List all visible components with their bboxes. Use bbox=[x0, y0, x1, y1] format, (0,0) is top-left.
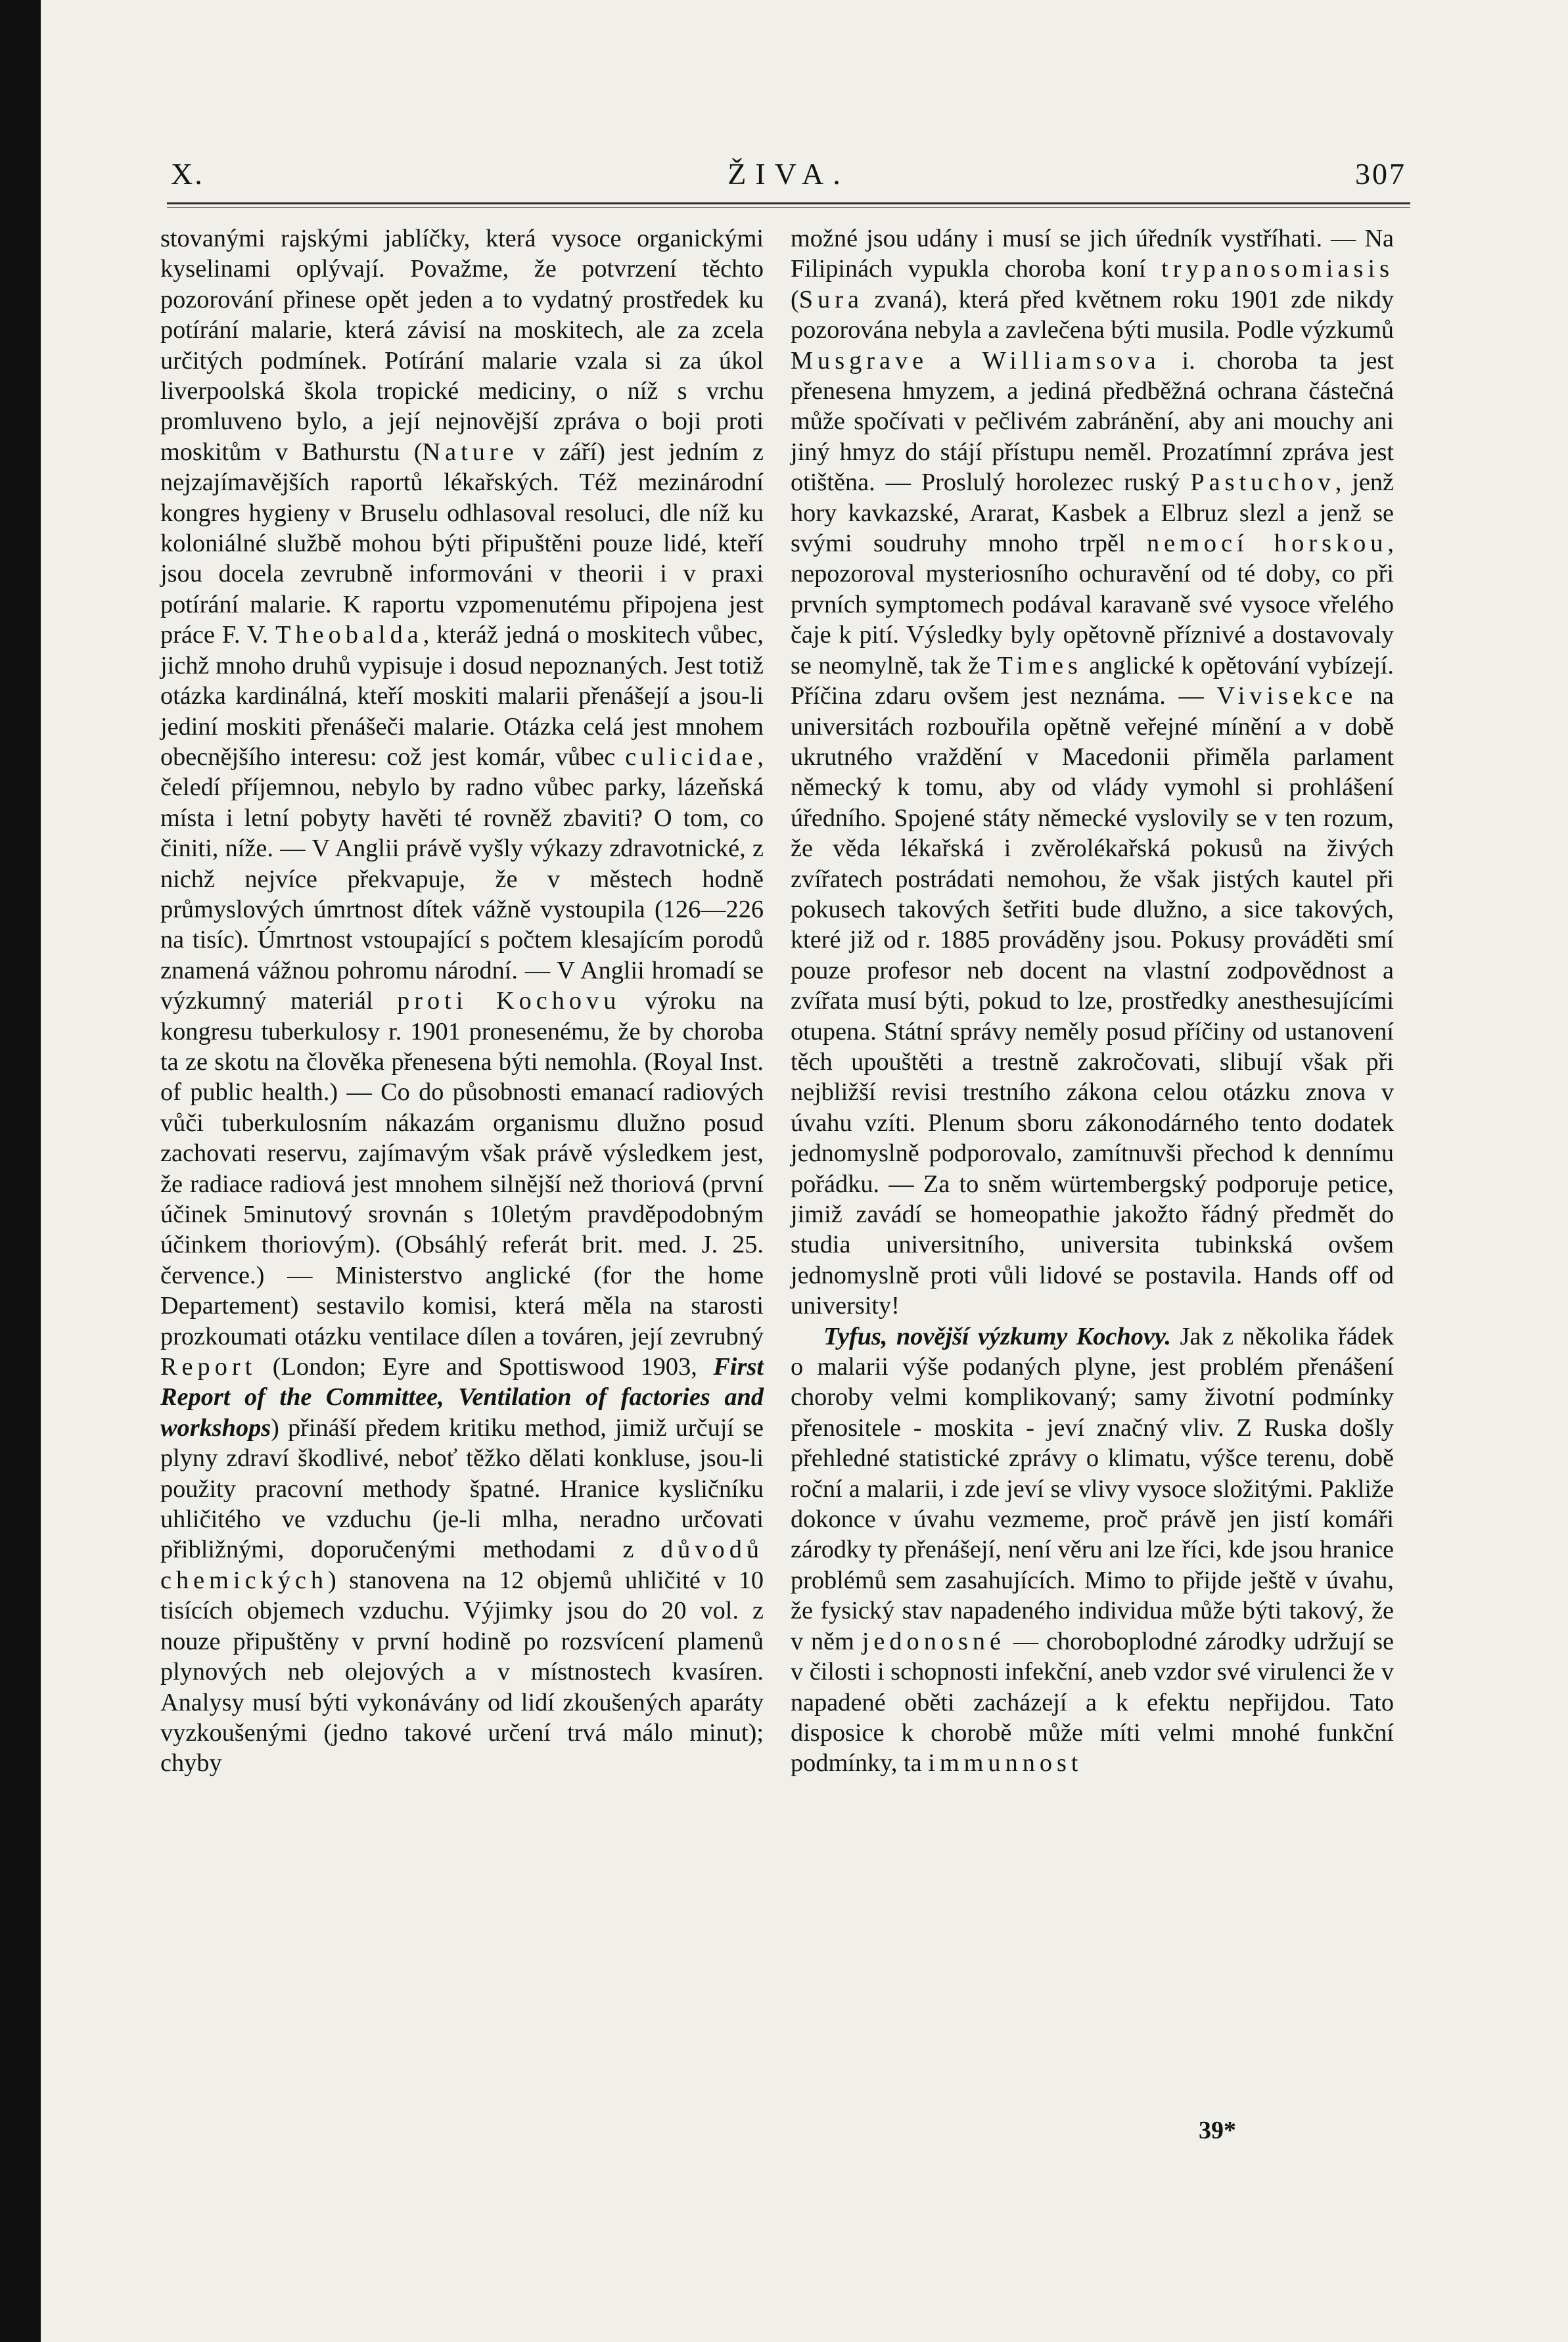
paragraph-continuation: možné jsou udány i musí se jich úředník vystříhati. — Na Filipinách vypukla choroba koní trypanosomiasis (Sura zvaná), která před květnem roku 1901 zde nikdy pozorována nebyla a zavlečena býti musila. Podle výzkumů Musgrave a Williamsova i. choroba ta jest přenesena hmyzem, a jediná předběžná ochrana částečná může spočívati v pečlivém zabránění, aby ani mouchy ani jiný hmyz do stájí přístupu neměl. Prozatímní zpráva jest otištěna. — Proslulý horolezec ruský Pastuchov, jenž hory kavkazské, Ararat, Kasbek a Elbruz slezl a jenž se svými soudruhy mnoho trpěl nemocí horskou, nepozoroval mysteriosního ochuravění od té doby, co při prvních symptomech podával karavaně své vysoce vřelého čaje k pití. Výsledky byly opětovně příznivé a dostavovaly se neomylně, tak že Times anglické k opětování vybízejí. Příčina zdaru ovšem jest neznáma. — Vivisekce na universitách rozbouřila opětně veřejné mínění a v době ukrutného vraždění v Macedonii přiměla parlament německý k tomu, aby od vlády vymohl si prohlášení úředního. Spojené státy německé vyslovily se v ten rozum, že věda lékařská i zvěrolékařská pokusů na živých zvířatech postrádati nemohou, že však jistých kautel při pokusech takových šetřiti bude dlužno, a sice takových, které již od r. 1885 prováděny jsou. Pokusy prováděti smí pouze profesor neb docent na vlastní zodpovědnost a zvířata musí býti, pokud to lze, prostředky anesthesujícími otupena. Státní správy neměly posud příčiny od ustanovení těch upouštěti a trestně zakročovati, slibují však při nejbližší revisi trestního zákona celou otázku znova v úvahu vzíti. Plenum sboru zákonodárného tento dodatek jednomyslně podporovalo, zamítnuvši přechod k dennímu pořádku. — Za to sněm würtembergský podporuje petice, jimiž zavádí se homeopathie jakožto řádný předmět do studia universitního, universita tubinkská ovšem jednomyslně proti vůli lidové se postavila. Hands off od university! bbox=[791, 225, 1394, 1320]
spaced-term: důvodů chemických bbox=[160, 1536, 764, 1594]
header-rule bbox=[167, 202, 1410, 204]
spaced-term: jedonosné bbox=[862, 1627, 1006, 1655]
spaced-term: culicidae bbox=[625, 743, 758, 771]
section-heading: Tyfus, novější výzkumy Kochovy. bbox=[823, 1322, 1172, 1350]
spaced-term: trypanosomiasis bbox=[1161, 255, 1394, 283]
spaced-term: Musgrave bbox=[791, 346, 929, 375]
right-column bbox=[791, 223, 1394, 1779]
left-column bbox=[160, 223, 764, 1779]
page bbox=[41, 0, 1568, 2342]
spaced-term: Report bbox=[160, 1353, 257, 1381]
header-rule-thin bbox=[167, 207, 1410, 208]
paragraph-malaria: stovanými rajskými jablíčky, která vysoce organickými kyselinami oplývají. Považme, že potvrzení těchto pozorování přinese opět jeden a to vydatný prostředek ku potírání malarie, která závisí na moskitech, ale za zcela určitých podmínek. Potírání malarie vzala si za úkol liverpoolská škola tropické mediciny, o níž s vrchu promluveno bylo, a její nejnovější zpráva o boji proti moskitům v Bathurstu (Nature v září) jest jedním z nejzajímavějších raportů lékařských. Též mezinárodní kongres hygieny v Bruselu odhlasoval resoluci, dle níž ku koloniálné službě mohou býti připuštěni pouze lidé, kteří jsou docela zevrubně informováni v theorii i v praxi potírání malarie. K raportu vzpomenutému připojena jest práce F. V. Theobalda, kteráž jedná o moskitech vůbec, jichž mnoho druhů vypisuje i dosud nepoznaných. Jest totiž otázka kardinálná, kteří moskiti malarii přenášejí a jsou-li jediní moskiti přenášeči malarie. Otázka celá jest mnohem obecnějšího interesu: což jest komár, vůbec culicidae, čeledí příjemnou, nebylo by radno vůbec parky, lázeňská místa i letní pobyty havěti té rovněž zbaviti? O tom, co činiti, níže. — V Anglii právě vyšly výkazy zdravotnické, z nichž nejvíce překvapuje, že v městech hodně průmyslových úmrtnost dítek vážně vystoupila (126—226 na tisíc). Úmrtnost vstoupající s počtem klesajícím porodů znamená vážnou pohromu národní. — V Anglii hromadí se výzkumný materiál proti Kochovu výroku na kongresu tuberkulosy r. 1901 pronesenému, že by choroba ta ze skotu na člověka přenesena býti nemohla. (Royal Inst. of public health.) — Co do působnosti emanací radiových vůči tuberkulosním nákazám organismu dlužno posud zachovati reservu, zajímavým však právě výsledkem jest, že radiace radiová jest mnohem silnější než thoriová (první účinek 5minutový srovnán s 10letým pravděpodobným účinkem thoriovým). (Obsáhlý referát brit. med. J. 25. července.) — Ministerstvo anglické (for the home Departement) sestavilo komisi, která měla na starosti prozkoumati otázku ventilace dílen a továren, její zevrubný Report (London; Eyre and Spottiswood 1903, First Report of the Committee, Ventilation of factories and workshops) přináší předem kritiku method, jimiž určují se plyny zdraví škodlivé, neboť těžko dělati konkluse, jsou-li použity pracovní methody špatné. Hranice kysličníku uhličitého ve vzduchu (je-li mlha, neradno určovati přibližnými, doporučenými methodami z důvodů chemických) stanovena na 12 objemů uhličité v 10 tisících objemech vzduchu. Výjimky jsou do 20 vol. z nouze připuštěny v první hodině po rozsvícení plamenů plynových neb olejových a v místnostech kvasíren. Analysy musí býti vykonávány od lidí zkoušených aparáty vyzkoušenými (jedno takové určení trvá málo minut); chyby bbox=[160, 225, 764, 1778]
spaced-term: Theobalda bbox=[275, 621, 423, 649]
page-number: 307 bbox=[1355, 157, 1406, 191]
journal-title: ŽIVA. bbox=[727, 157, 850, 191]
spaced-term: Nature bbox=[422, 438, 519, 466]
volume-number: X. bbox=[171, 157, 204, 191]
spaced-term: Pastuchov bbox=[1190, 469, 1335, 497]
spaced-term: Sura bbox=[798, 285, 864, 313]
scan-left-edge bbox=[0, 0, 41, 2342]
report-title: First Report of the Committee, Ventilation of factories and workshops bbox=[160, 1353, 764, 1442]
signature-mark: 39* bbox=[1199, 2117, 1236, 2144]
spaced-term: Vivisekce bbox=[1216, 682, 1358, 710]
spaced-term: immunnost bbox=[928, 1749, 1083, 1778]
spaced-term: Williamsova bbox=[982, 346, 1161, 375]
spaced-term: nemocí horskou bbox=[1146, 530, 1388, 558]
running-header bbox=[171, 156, 1406, 196]
spaced-term: Times bbox=[997, 651, 1082, 679]
paragraph-typhus: Tyfus, novější výzkumy Kochovy. Jak z několika řádek o malarii výše podaných plyne, jest problém přenášení choroby velmi komplikovaný; samy životní podmínky přenositele - moskita - jeví značný vliv. Z Ruska došly přehledné statistické zprávy o klimatu, výšce terenu, době roční a malarii, i zde jeví se vlivy vysoce složitými. Pakliže dokonce v úvahu vezmeme, proč právě jen jistí komáři zárodky ty přenášejí, není věru ani lze říci, kde jsou hranice problémů sem zasahujících. Mimo to přijde ještě v úvahu, že fysický stav napadeného individua může býti takový, že v něm jedonosné — choroboplodné zárodky udržují se v čilosti i schopnosti infekční, aneb vzdor své virulenci že v napadené oběti zacházejí a k efektu nepřijdou. Tato disposice k chorobě může míti velmi mnohé funkční podmínky, ta immunnost bbox=[791, 1322, 1394, 1778]
spaced-term: proti Kochovu bbox=[397, 987, 621, 1015]
